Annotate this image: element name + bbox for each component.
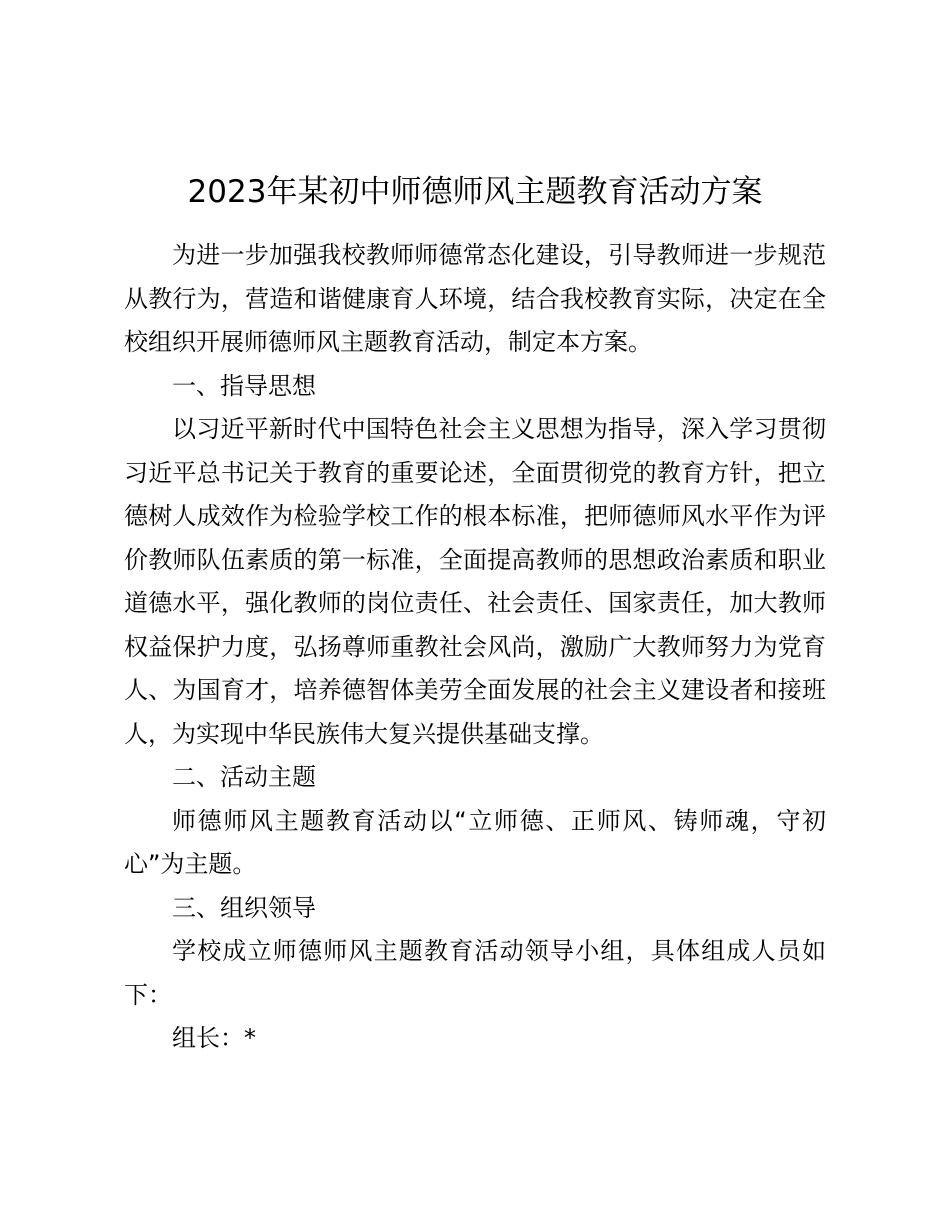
guiding-ideology-paragraph: 以习近平新时代中国特色社会主义思想为指导，深入学习贯彻习近平总书记关于教育的重要论述，全面贯彻党的教育方针，把立德树人成效作为检验学校工作的根本标准，把师德师风水平作为评价教师队伍素质的第一标准，全面提高教师的思想政治素质和职业道德水平，强化教师的岗位责任、社会责任、国家责任，加大教师权益保护力度，弘扬尊师重教社会风尚，激励广大教师努力为党育人、为国育才，培养德智体美劳全面发展的社会主义建设者和接班人，为实现中华民族伟大复兴提供基础支撑。 xyxy=(124,415,826,748)
section-heading-organization: 三、组织领导 xyxy=(172,893,316,922)
document-title: 2023年某初中师德师风主题教育活动方案 xyxy=(187,174,763,210)
activity-theme-paragraph: 师德师风主题教育活动以“立师德、正师风、铸师魂，守初心”为主题。 xyxy=(124,806,826,878)
intro-paragraph: 为进一步加强我校教师师德常态化建设，引导教师进一步规范从教行为，营造和谐健康育人环境，结合我校教育实际，决定在全校组织开展师德师风主题教育活动，制定本方案。 xyxy=(124,241,826,356)
group-leader-line: 组长：* xyxy=(172,1024,256,1052)
section-heading-guiding-ideology: 一、指导思想 xyxy=(172,371,316,400)
section-heading-activity-theme: 二、活动主题 xyxy=(172,763,316,791)
organization-paragraph: 学校成立师德师风主题教育活动领导小组，具体组成人员如下： xyxy=(124,937,826,1009)
document-body xyxy=(124,234,826,1061)
